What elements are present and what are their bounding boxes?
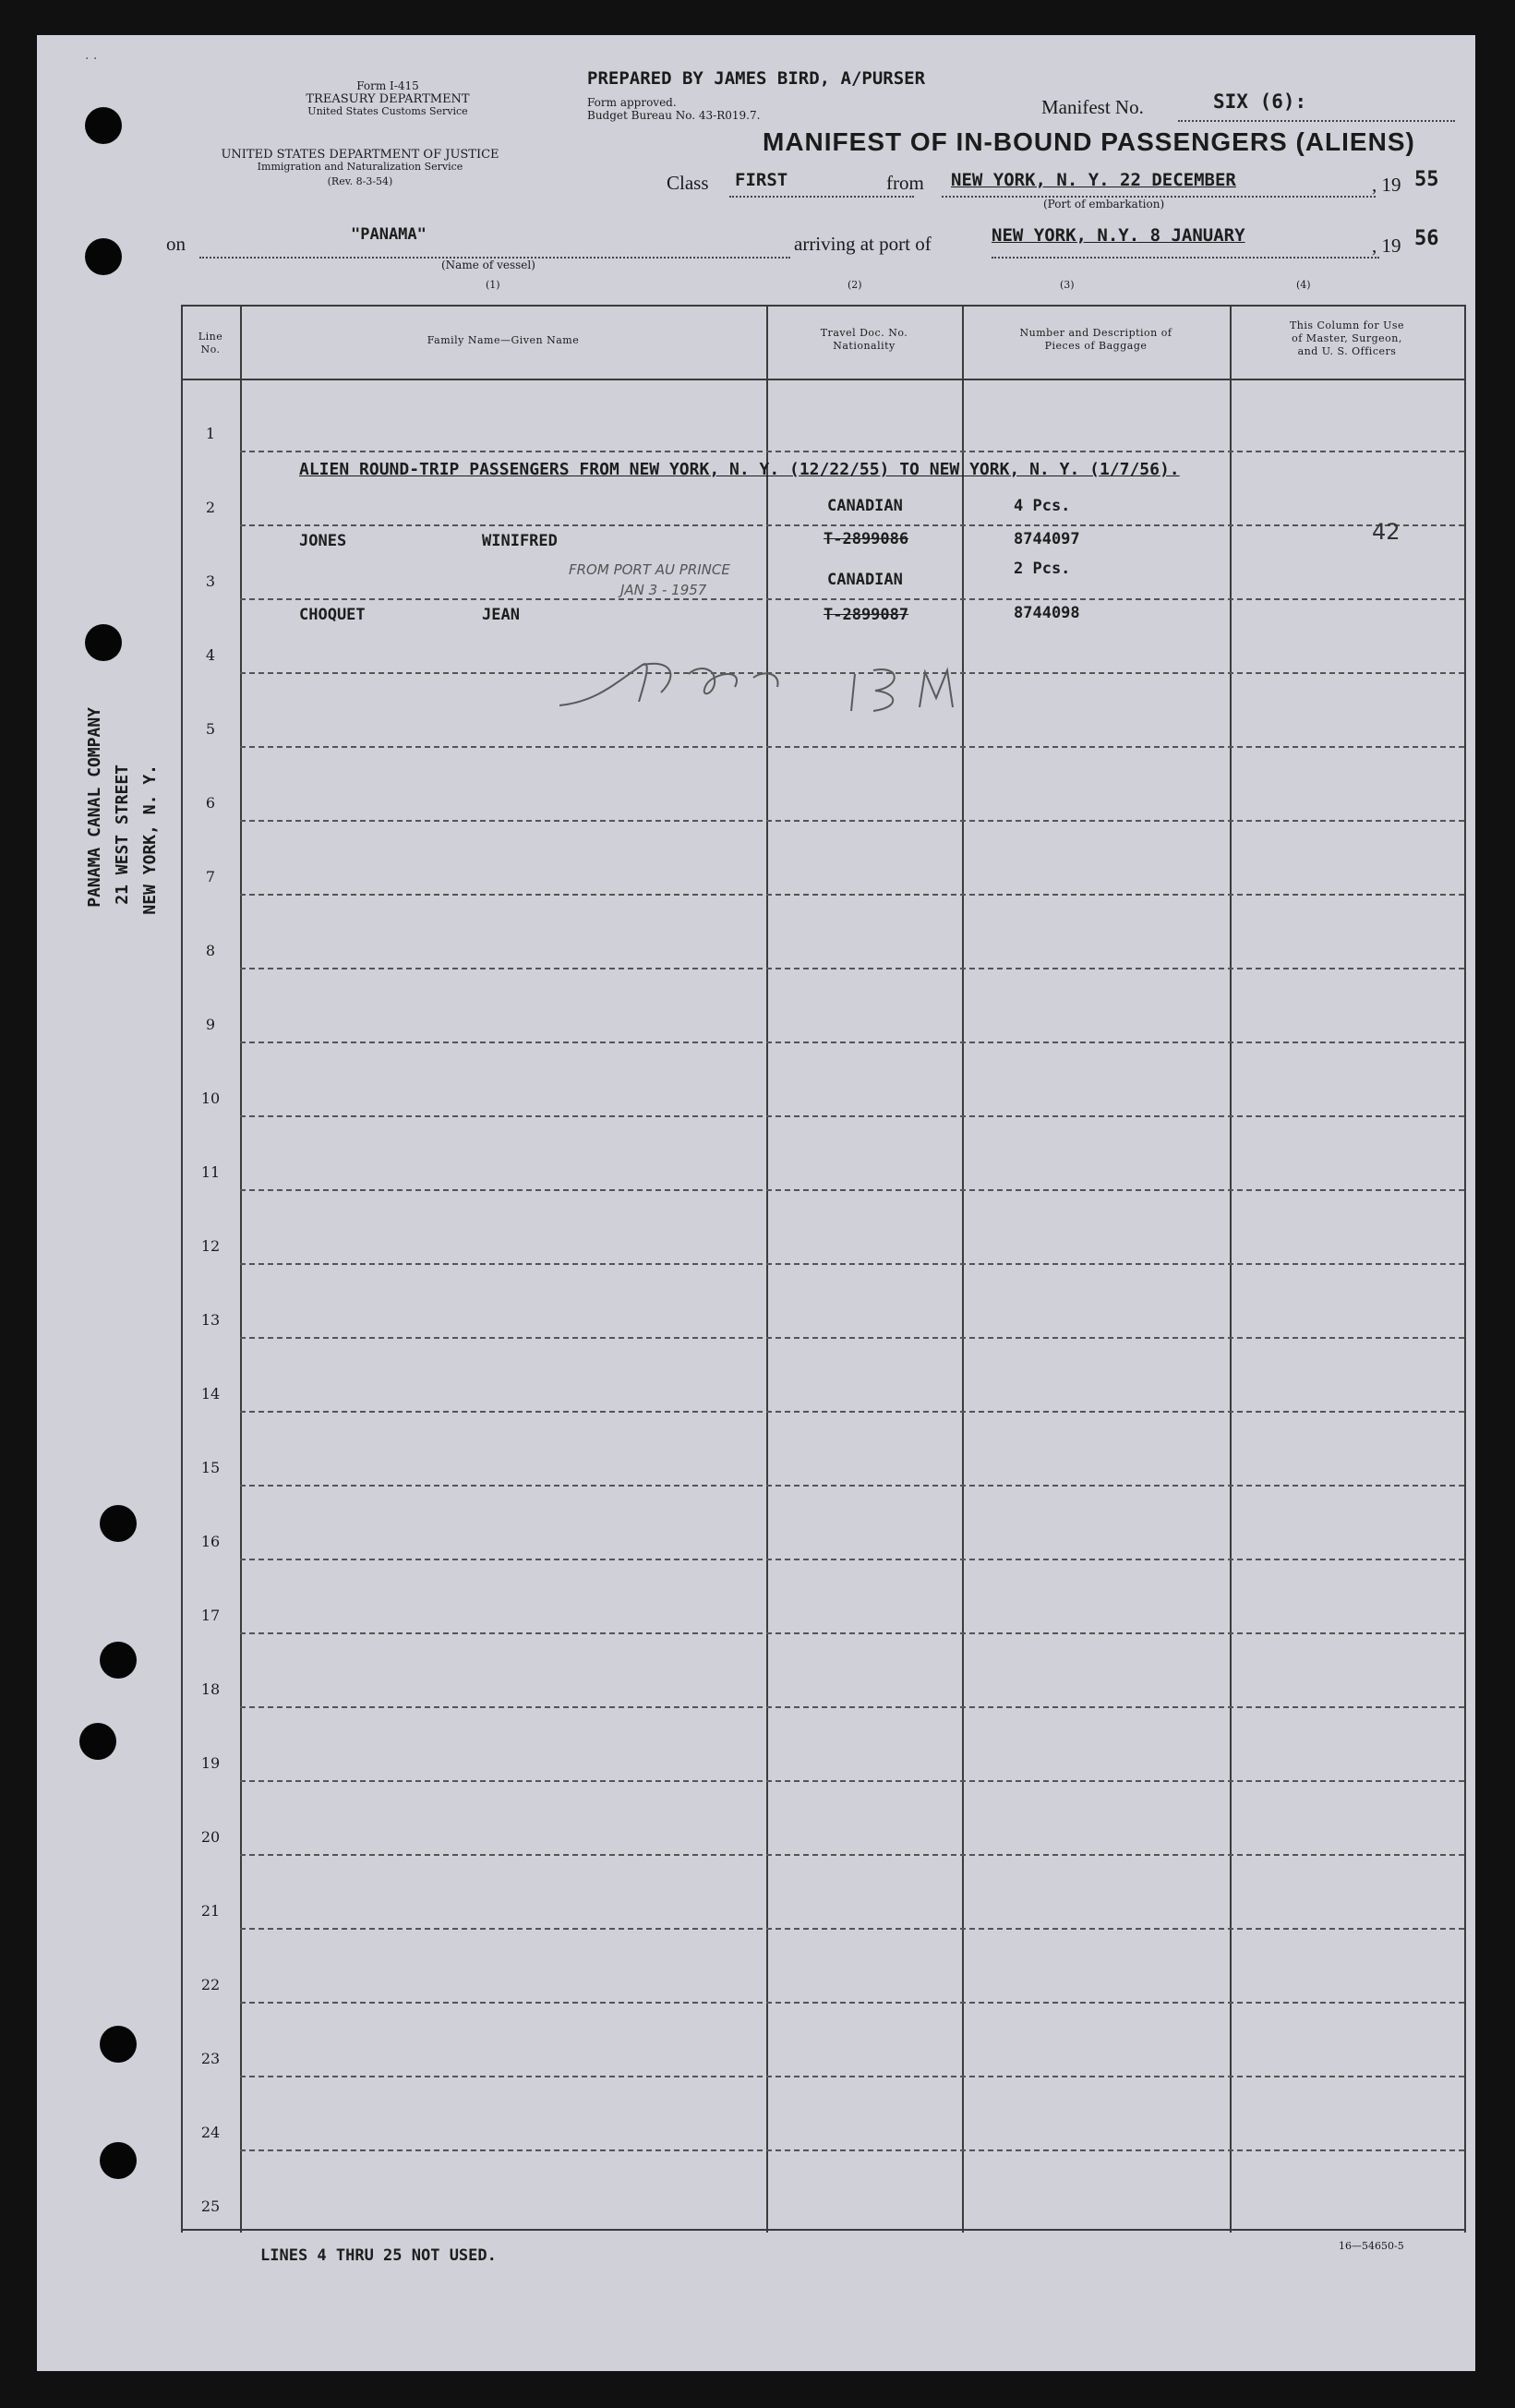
port-embark-caption: (Port of embarkation) (1043, 198, 1165, 211)
row-ruling (240, 968, 1464, 969)
punch-hole (100, 1505, 137, 1542)
company-stamp-line3: NEW YORK, N. Y. (140, 765, 160, 915)
treasury-dept: TREASURY DEPARTMENT (306, 92, 470, 106)
header-officers: This Column for Use of Master, Surgeon, and U. S. Officers (1289, 319, 1405, 357)
table-right-border (1464, 305, 1466, 2233)
customs-service: United States Customs Service (307, 105, 468, 117)
entry2-given: JEAN (482, 606, 520, 624)
row-number: 19 (200, 1754, 221, 1772)
row-ruling (240, 1041, 1464, 1043)
punch-hole (100, 2142, 137, 2179)
entry1-officer-note: 42 (1372, 519, 1401, 545)
manifest-sheet (37, 35, 1475, 2371)
row-number: 6 (205, 794, 216, 812)
row-ruling (240, 1928, 1464, 1930)
form-approved: Form approved. (587, 96, 677, 109)
entry1-doc: T-2899086 (824, 530, 909, 548)
row-number: 10 (200, 1090, 221, 1107)
row-ruling (240, 1485, 1464, 1487)
vessel-value: "PANAMA" (351, 225, 427, 244)
col-divider-1 (240, 305, 242, 2233)
row-number: 12 (200, 1237, 221, 1255)
footer-note: LINES 4 THRU 25 NOT USED. (260, 2246, 497, 2265)
row-ruling (240, 1115, 1464, 1117)
punch-hole (79, 1723, 116, 1760)
row-number: 17 (200, 1607, 221, 1624)
form-number: Form I-415 (356, 79, 419, 92)
footer-code: 16—54650-5 (1339, 2240, 1404, 2252)
col-num-2: (2) (848, 279, 862, 291)
row-number: 2 (205, 499, 216, 516)
punch-hole (100, 2026, 137, 2063)
header-travel-doc: Travel Doc. No. Nationality (820, 327, 908, 352)
row-ruling (240, 598, 1464, 600)
from-label: from (886, 172, 924, 194)
row-ruling (240, 1854, 1464, 1856)
line1-text: ALIEN ROUND-TRIP PASSENGERS FROM NEW YORK, N. Y. (12/22/55) TO NEW YORK, N. Y. (1/7/56). (299, 460, 1180, 479)
row-number: 5 (205, 720, 216, 738)
header-name: Family Name—Given Name (427, 334, 580, 346)
punch-hole (100, 1642, 137, 1679)
col-num-4: (4) (1296, 279, 1311, 291)
row-number: 7 (205, 868, 216, 885)
passenger-table (181, 305, 1464, 2233)
year2-prefix: , 19 (1372, 235, 1401, 257)
row-ruling (240, 746, 1464, 748)
year2-value: 56 (1414, 227, 1439, 250)
row-number: 9 (205, 1016, 216, 1033)
row-number: 15 (200, 1459, 221, 1476)
row-number: 18 (200, 1680, 221, 1698)
row-number: 23 (200, 2050, 221, 2067)
row-number: 22 (200, 1976, 221, 1993)
row-number: 16 (200, 1533, 221, 1550)
row-number: 3 (205, 572, 216, 590)
class-underline (729, 196, 914, 198)
table-bottom-border (181, 2229, 1464, 2231)
row-ruling (240, 451, 1464, 452)
table-header-border (181, 379, 1464, 380)
row-number: 20 (200, 1828, 221, 1846)
corner-mark: · · (85, 52, 98, 66)
row-ruling (240, 894, 1464, 896)
entry2-nationality: CANADIAN (827, 571, 903, 589)
header-line-no: Line No. (198, 331, 223, 355)
page-title: MANIFEST OF IN-BOUND PASSENGERS (ALIENS) (763, 127, 1415, 156)
class-value: FIRST (735, 170, 788, 190)
row-number: 25 (200, 2197, 221, 2215)
row-ruling (240, 1411, 1464, 1413)
budget-bureau: Budget Bureau No. 43-R019.7. (587, 109, 761, 122)
row-ruling (240, 1780, 1464, 1782)
entry2-family: CHOQUET (299, 606, 366, 624)
col-num-3: (3) (1060, 279, 1075, 291)
row-number: 24 (200, 2124, 221, 2141)
signature-scribble (559, 646, 1040, 720)
arriving-label: arriving at port of (794, 233, 932, 255)
punch-hole (85, 624, 122, 661)
vessel-caption: (Name of vessel) (441, 259, 535, 271)
row-number: 21 (200, 1902, 221, 1920)
col-num-1: (1) (486, 279, 500, 291)
entry1-family: JONES (299, 532, 347, 550)
entry1-baggage-no: 8744097 (1014, 530, 1080, 548)
row-ruling (240, 1706, 1464, 1708)
row-number: 13 (200, 1311, 221, 1329)
row-ruling (240, 1632, 1464, 1634)
entry1-nationality: CANADIAN (827, 497, 903, 515)
handwritten-note-2: JAN 3 - 1957 (620, 582, 707, 598)
handwritten-note-1: FROM PORT AU PRINCE (569, 561, 730, 578)
year1-value: 55 (1414, 168, 1439, 191)
revision: (Rev. 8-3-54) (327, 175, 393, 187)
entry1-given: WINIFRED (482, 532, 558, 550)
manifest-value: SIX (6): (1213, 90, 1307, 113)
on-label: on (166, 233, 186, 255)
arriving-value: NEW YORK, N.Y. 8 JANUARY (992, 225, 1245, 246)
entry1-baggage-count: 4 Pcs. (1014, 497, 1071, 515)
entry2-doc: T-2899087 (824, 606, 909, 624)
row-ruling (240, 2149, 1464, 2151)
arriving-underline (992, 257, 1379, 259)
row-ruling (240, 524, 1464, 526)
punch-hole (85, 107, 122, 144)
entry2-baggage-no: 8744098 (1014, 604, 1080, 622)
class-label: Class (667, 172, 709, 194)
table-top-border (181, 305, 1464, 307)
ins-service: Immigration and Naturalization Service (257, 161, 463, 173)
col-divider-4 (1230, 305, 1232, 2233)
col-divider-3 (962, 305, 964, 2233)
row-ruling (240, 1559, 1464, 1560)
company-stamp-line2: 21 WEST STREET (113, 765, 132, 905)
manifest-label: Manifest No. (1041, 96, 1144, 118)
table-left-border (181, 305, 183, 2233)
punch-hole (85, 238, 122, 275)
row-number: 8 (205, 942, 216, 959)
year1-prefix: , 19 (1372, 174, 1401, 196)
row-ruling (240, 2076, 1464, 2077)
row-number: 11 (200, 1163, 221, 1181)
prepared-by: PREPARED BY JAMES BIRD, A/PURSER (587, 68, 926, 89)
company-stamp-line1: PANAMA CANAL COMPANY (85, 707, 104, 908)
from-value: NEW YORK, N. Y. 22 DECEMBER (951, 170, 1236, 190)
row-ruling (240, 1337, 1464, 1339)
row-number: 14 (200, 1385, 221, 1403)
row-ruling (240, 2002, 1464, 2004)
header-baggage: Number and Description of Pieces of Baggage (1019, 327, 1172, 352)
row-number: 1 (205, 425, 216, 442)
entry2-baggage-count: 2 Pcs. (1014, 560, 1071, 578)
row-number: 4 (205, 646, 216, 664)
col-divider-2 (766, 305, 768, 2233)
row-ruling (240, 820, 1464, 822)
row-ruling (240, 1263, 1464, 1265)
justice-dept: UNITED STATES DEPARTMENT OF JUSTICE (221, 148, 499, 162)
row-ruling (240, 1189, 1464, 1191)
manifest-underline (1178, 120, 1455, 122)
